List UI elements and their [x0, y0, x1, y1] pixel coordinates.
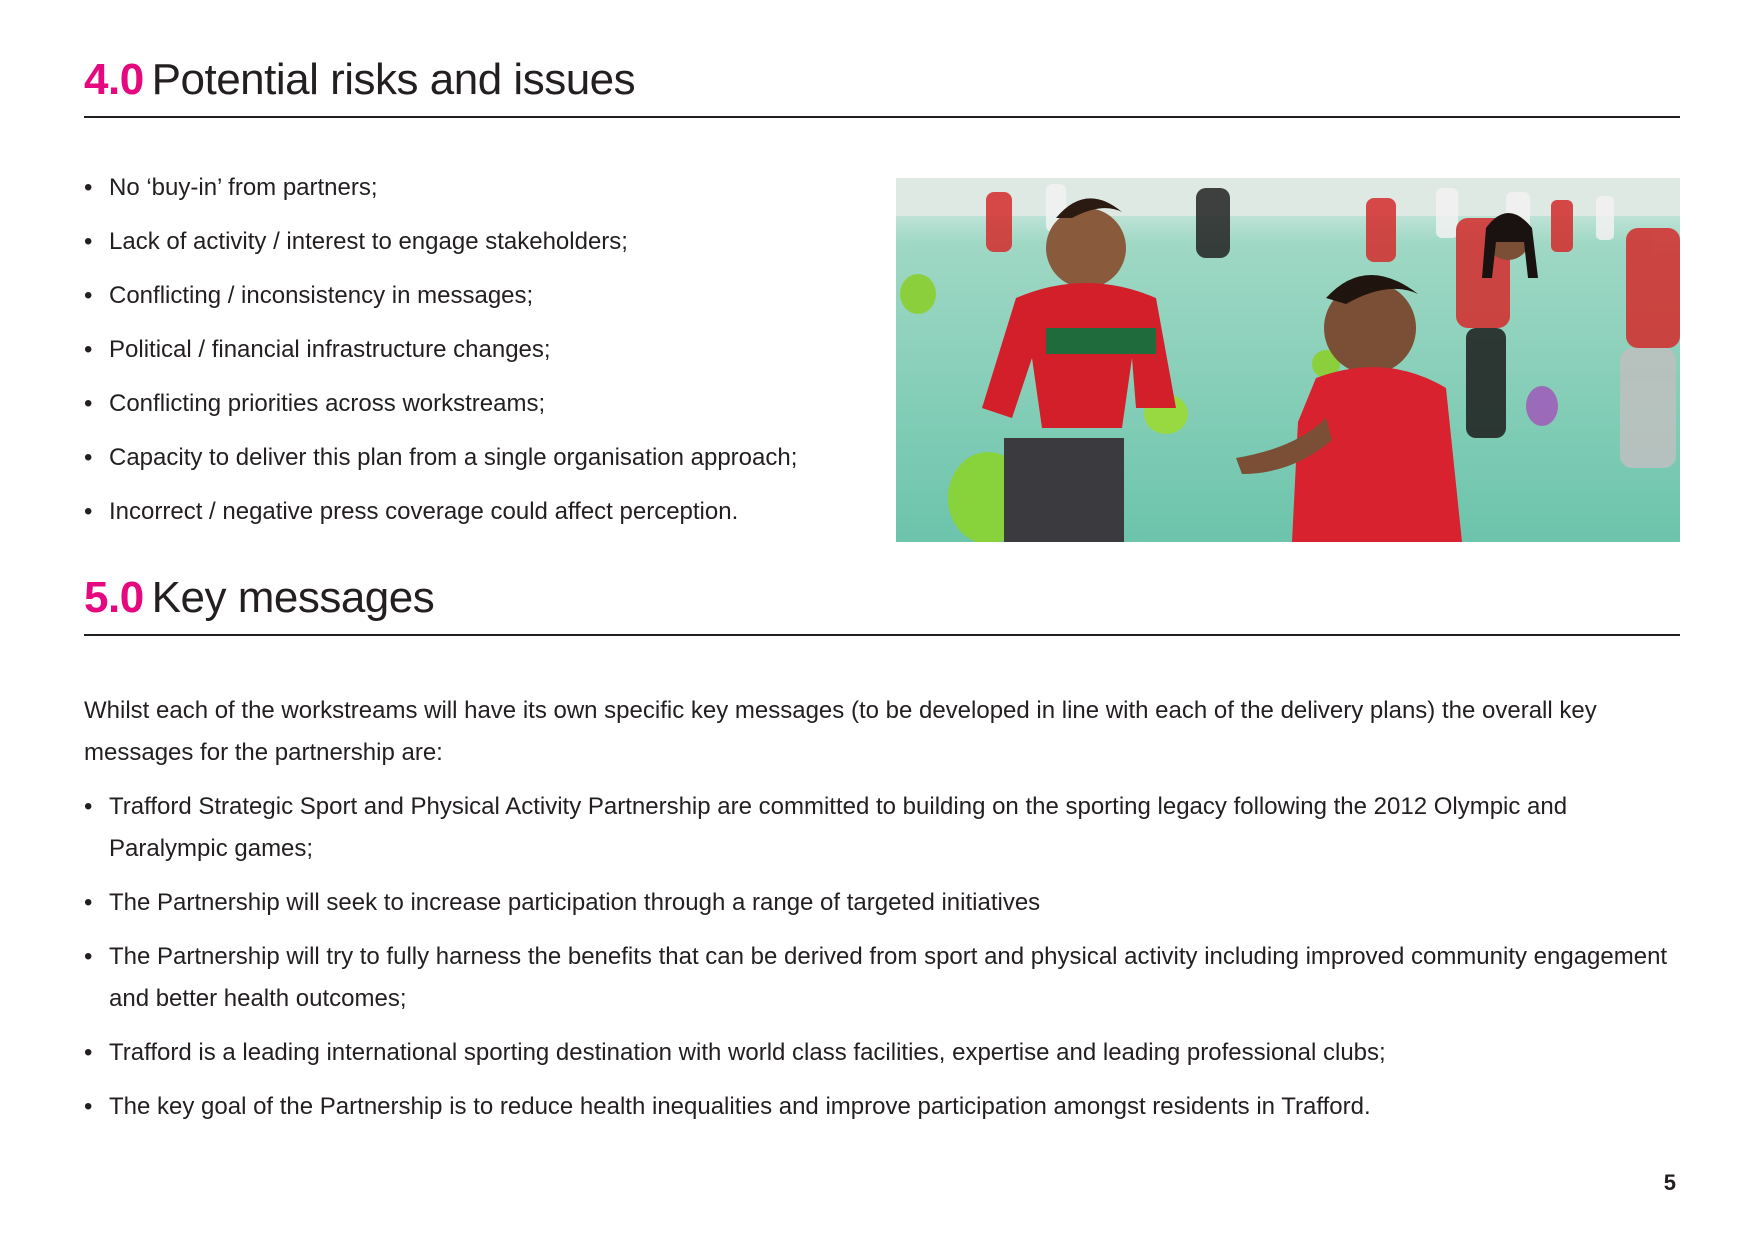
page-number: 5	[1663, 1170, 1676, 1195]
bullet-icon: •	[84, 793, 93, 820]
list-item	[84, 329, 884, 371]
list-item-text: Capacity to deliver this plan from a single organisation approach;	[109, 444, 798, 471]
section-4-title: Potential risks and issues	[151, 55, 636, 104]
bullet-icon: •	[84, 336, 93, 363]
list-item	[84, 167, 884, 209]
list-item-text: Political / financial infrastructure changes;	[109, 336, 551, 363]
section-5-heading	[84, 573, 1680, 636]
list-item-text: Trafford is a leading international sporting destination with world class facilities, expertise and leading professional clubs;	[109, 1039, 1386, 1066]
section-5-title: Key messages	[151, 573, 435, 622]
bullet-icon: •	[84, 943, 93, 970]
bullet-icon: •	[84, 228, 93, 255]
key-messages-intro: Whilst each of the workstreams will have its own specific key messages (to be developed in line with each of the delivery plans) the overall key messages for the partnership are:	[84, 697, 1597, 766]
list-item-text: Conflicting priorities across workstreams;	[109, 390, 546, 417]
bullet-icon: •	[84, 1039, 93, 1066]
photo-illustration	[896, 178, 1680, 542]
bullet-icon: •	[84, 174, 93, 201]
list-item	[84, 437, 884, 479]
list-item-text: No ‘buy-in’ from partners;	[109, 174, 378, 201]
bullet-icon: •	[84, 498, 93, 525]
list-item	[84, 491, 884, 533]
risks-list	[84, 167, 884, 545]
list-item	[84, 882, 1684, 924]
list-item-text: Lack of activity / interest to engage stakeholders;	[109, 228, 628, 255]
section-5-number: 5.0	[84, 573, 144, 622]
section-4-heading	[84, 55, 1680, 118]
bullet-icon: •	[84, 390, 93, 417]
bullet-icon: •	[84, 889, 93, 916]
list-item	[84, 1086, 1684, 1128]
list-item-text: Trafford Strategic Sport and Physical Activity Partnership are committed to building on the sporting legacy following the 2012 Olympic and Paralympic games;	[109, 793, 1568, 862]
list-item-text: The key goal of the Partnership is to reduce health inequalities and improve participation amongst residents in Trafford.	[109, 1093, 1371, 1120]
list-item	[84, 275, 884, 317]
children-playing-photo	[896, 178, 1680, 542]
list-item-text: Incorrect / negative press coverage could affect perception.	[109, 498, 739, 525]
list-item	[84, 1032, 1684, 1074]
list-item-text: Conflicting / inconsistency in messages;	[109, 282, 534, 309]
bullet-icon: •	[84, 444, 93, 471]
list-item-text: The Partnership will seek to increase participation through a range of targeted initiatives	[109, 889, 1041, 916]
bullet-icon: •	[84, 1093, 93, 1120]
list-item	[84, 221, 884, 263]
list-item-text: The Partnership will try to fully harness the benefits that can be derived from sport and physical activity including improved community engagement and better health outcomes;	[109, 943, 1668, 1012]
list-item	[84, 936, 1684, 1020]
list-item	[84, 786, 1684, 870]
list-item	[84, 383, 884, 425]
section-4-number: 4.0	[84, 55, 144, 104]
bullet-icon: •	[84, 282, 93, 309]
key-messages-list	[84, 786, 1684, 1140]
